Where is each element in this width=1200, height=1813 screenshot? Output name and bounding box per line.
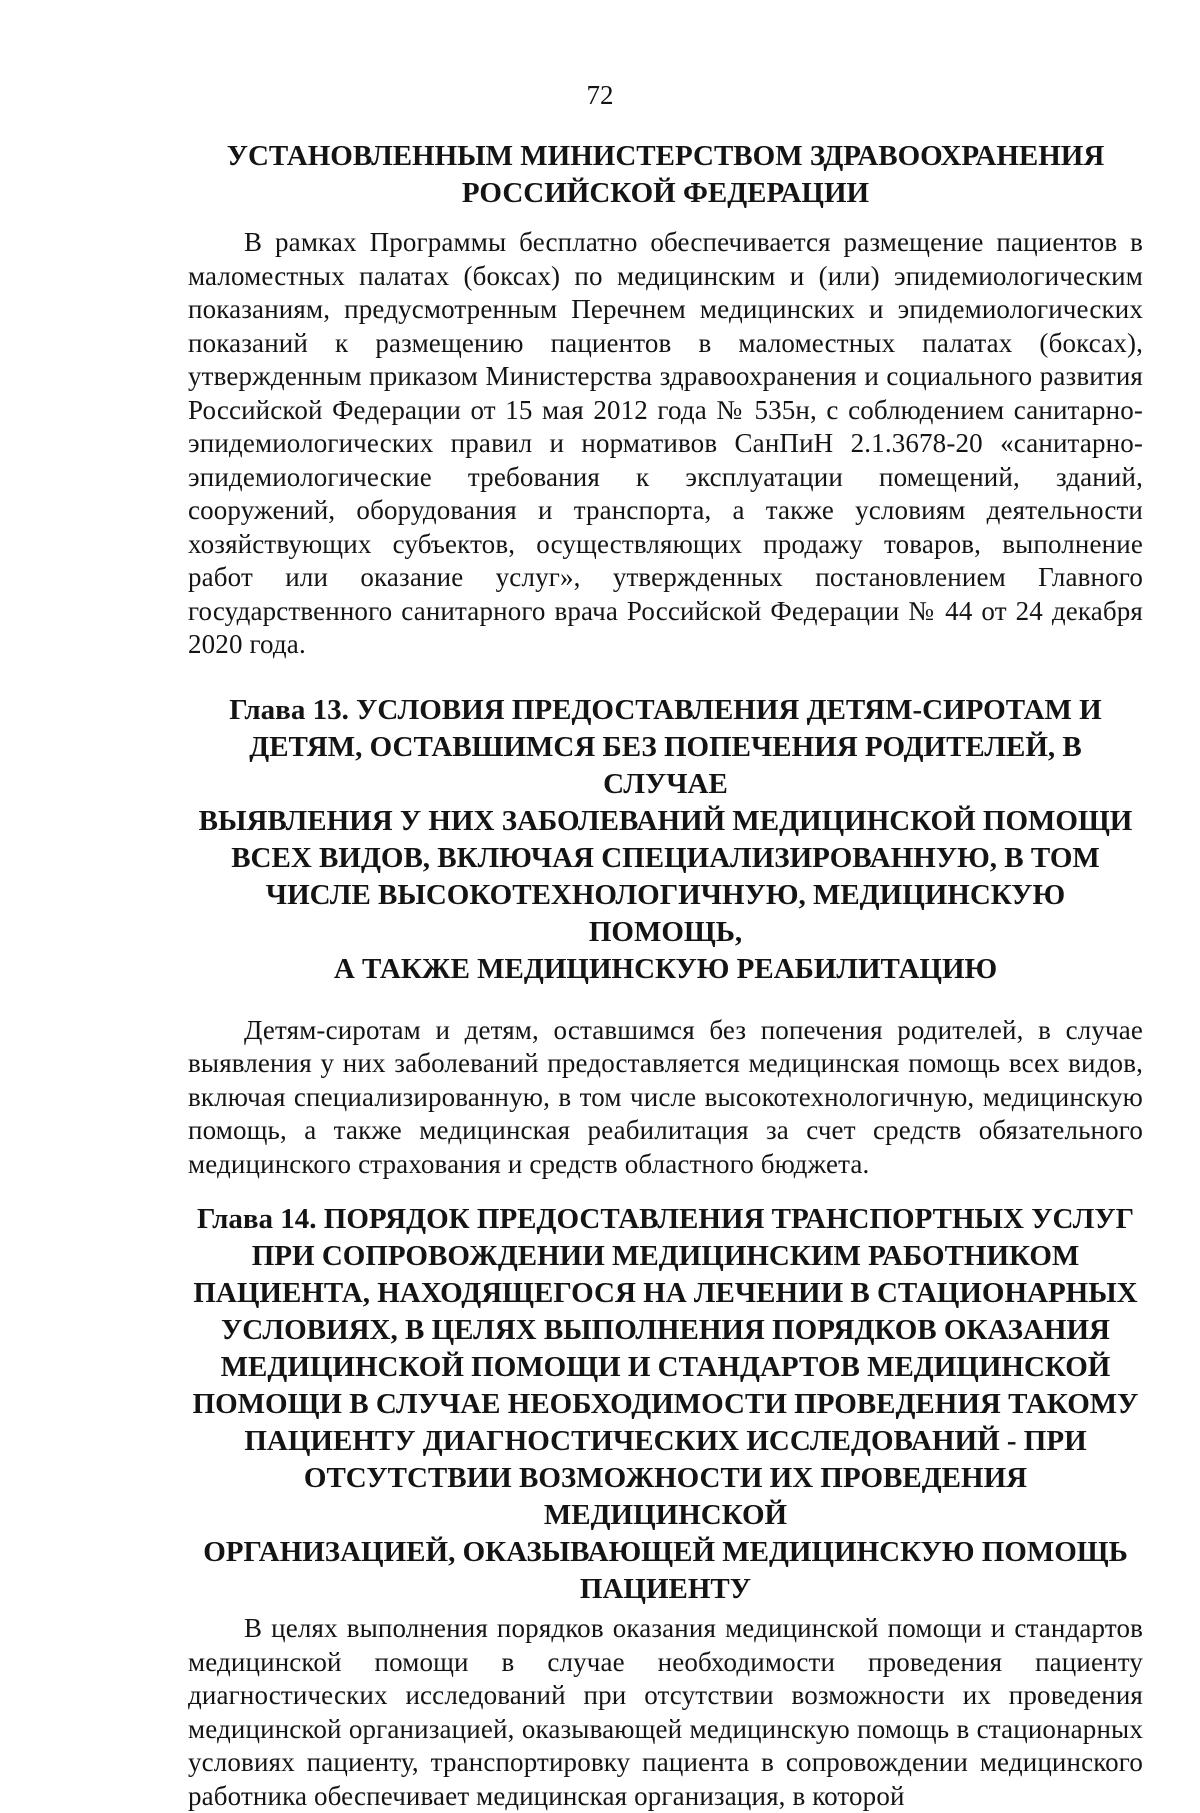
heading-line: УСЛОВИЯХ, В ЦЕЛЯХ ВЫПОЛНЕНИЯ ПОРЯДКОВ ОКАЗАНИЯ <box>221 1314 1110 1346</box>
heading-line: ДЕТЯМ, ОСТАВШИМСЯ БЕЗ ПОПЕЧЕНИЯ РОДИТЕЛЕЙ, В СЛУЧАЕ <box>249 730 1082 800</box>
chapter-13-text: Детям-сиротам и детям, оставшимся без попечения родителей, в случае выявления у них заболеваний предоставляется медицинская помощь всех видов, включая специализированную, в том числе высокотехнологичную, медицинскую помощь, а также медицинская реабилитация за счет средств обязательного медицинского страхования и средств областного бюджета. <box>188 1014 1143 1179</box>
heading-line: Глава 13. УСЛОВИЯ ПРЕДОСТАВЛЕНИЯ ДЕТЯМ-СИРОТАМ И <box>229 693 1102 726</box>
heading-line: Глава 14. ПОРЯДОК ПРЕДОСТАВЛЕНИЯ ТРАНСПОРТНЫХ УСЛУГ <box>196 1203 1135 1235</box>
chapter-14-text: В целях выполнения порядков оказания медицинской помощи и стандартов медицинской помощи в случае необходимости проведения пациенту диагностических исследований при отсутствии возможности их проведения медицинской организацией, оказывающей медицинскую помощь в стационарных условиях пациенту, транспортировку пациента в сопровождении медицинского работника обеспечивает медицинская организация, в которой <box>188 1613 1143 1811</box>
heading-line: ОТСУТСТВИИ ВОЗМОЖНОСТИ ИХ ПРОВЕДЕНИЯ МЕДИЦИНСКОЙ <box>303 1462 1028 1531</box>
heading-line: ПОМОЩИ В СЛУЧАЕ НЕОБХОДИМОСТИ ПРОВЕДЕНИЯ ТАКОМУ <box>192 1388 1139 1420</box>
paragraph-boxes: В рамках Программы бесплатно обеспечивается размещение пациентов в маломестных палатах (боксах) по медицинским и (или) эпидемиологическим показаниям, предусмотренным Перечнем медицинских и эпидемиологических показаний к размещению пациентов в маломестных палатах (боксах), утвержденным приказом Министерства здравоохранения и социального развития Российской Федерации от 15 мая 2012 года № 535н, с соблюдением санитарно-эпидемиологических правил и нормативов СанПиН 2.1.3678-20 «санитарно-эпидемиологические требования к эксплуатации помещений, зданий, сооружений, оборудования и транспорта, а также условиям деятельности хозяйствующих субъектов, осуществляющих продажу товаров, выполнение работ или оказание услуг», утвержденных постановлением Главного государственного санитарного врача Российской Федерации № 44 от 24 декабря 2020 года. <box>188 227 1143 659</box>
chapter-14-heading <box>188 1201 1143 1608</box>
heading-line: ЧИСЛЕ ВЫСОКОТЕХНОЛОГИЧНУЮ, МЕДИЦИНСКУЮ ПОМОЩЬ, <box>265 878 1066 948</box>
chapter-13-heading <box>188 692 1143 988</box>
section-heading <box>188 138 1143 212</box>
heading-line: РОССИЙСКОЙ ФЕДЕРАЦИИ <box>461 177 870 209</box>
heading-line: ВСЕХ ВИДОВ, ВКЛЮЧАЯ СПЕЦИАЛИЗИРОВАННУЮ, В ТОМ <box>231 841 1100 874</box>
heading-line: ПАЦИЕНТУ ДИАГНОСТИЧЕСКИХ ИССЛЕДОВАНИЙ - ПРИ <box>244 1425 1087 1457</box>
heading-line: ПАЦИЕНТА, НАХОДЯЩЕГОСЯ НА ЛЕЧЕНИИ В СТАЦИОНАРНЫХ <box>193 1277 1138 1309</box>
heading-line: ВЫЯВЛЕНИЯ У НИХ ЗАБОЛЕВАНИЙ МЕДИЦИНСКОЙ ПОМОЩИ <box>198 804 1133 837</box>
heading-line: А ТАКЖЕ МЕДИЦИНСКУЮ РЕАБИЛИТАЦИЮ <box>333 952 998 985</box>
page-number: 72 <box>586 80 614 110</box>
heading-line: ОРГАНИЗАЦИЕЙ, ОКАЗЫВАЮЩЕЙ МЕДИЦИНСКУЮ ПОМОЩЬ <box>203 1536 1128 1568</box>
heading-line: МЕДИЦИНСКОЙ ПОМОЩИ И СТАНДАРТОВ МЕДИЦИНСКОЙ <box>220 1351 1111 1383</box>
heading-line: ПАЦИЕНТУ <box>579 1573 752 1605</box>
heading-line: УСТАНОВЛЕННЫМ МИНИСТЕРСТВОМ ЗДРАВООХРАНЕНИЯ <box>226 140 1105 172</box>
document-body <box>188 138 1143 1813</box>
heading-line: ПРИ СОПРОВОЖДЕНИИ МЕДИЦИНСКИМ РАБОТНИКОМ <box>251 1240 1080 1272</box>
